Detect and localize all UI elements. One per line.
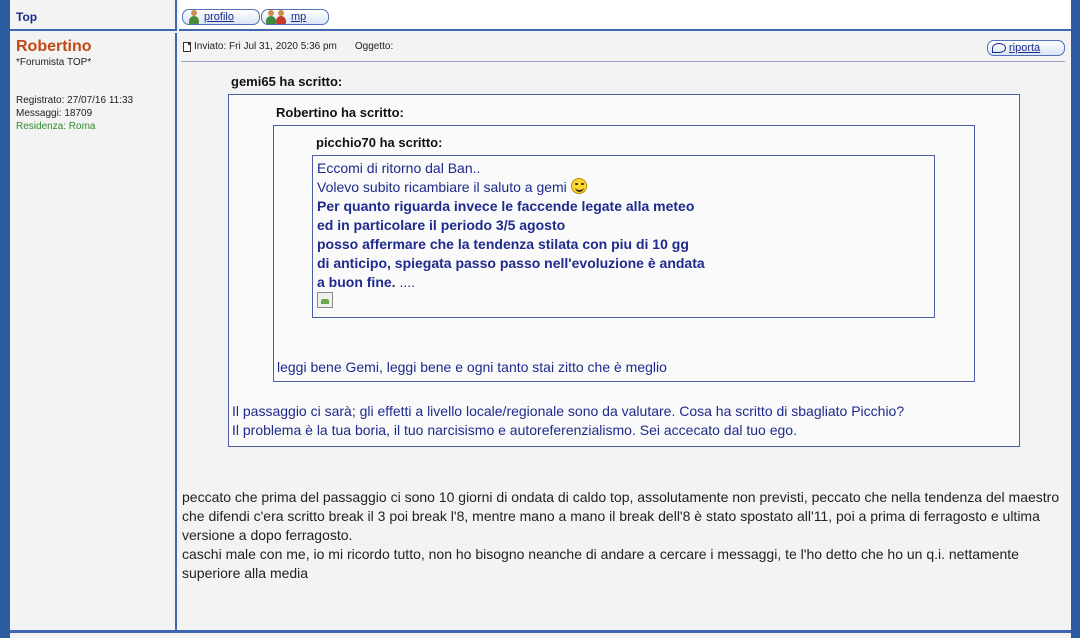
author-panel — [10, 33, 177, 630]
quote-title-picchio70: picchio70 ha scritto: — [316, 135, 443, 150]
user-icon — [187, 10, 201, 24]
quote-line: ed in particolare il periodo 3/5 agosto — [317, 217, 566, 233]
quote-line: di anticipo, spiegata passo passo nell'evoluzione è andata — [317, 255, 705, 271]
speech-icon — [992, 43, 1006, 53]
quote-line: Eccomi di ritorno dal Ban.. — [317, 160, 481, 176]
quote-box-gemi65 — [228, 94, 1020, 447]
broken-image-icon[interactable] — [317, 292, 333, 308]
post-sent-time: Inviato: Fri Jul 31, 2020 5:36 pm — [194, 41, 337, 52]
quote-text-picchio70 — [317, 159, 927, 313]
post-body-cell — [179, 33, 1071, 630]
quote-reply-robertino: leggi bene Gemi, leggi bene e ogni tanto stai zitto che è meglio — [277, 359, 667, 375]
quote-line: Per quanto riguarda invece le faccende legate alla meteo — [317, 198, 695, 214]
quote-title-robertino: Robertino ha scritto: — [276, 105, 404, 120]
quote-line: posso affermare che la tendenza stilata con piu di 10 gg — [317, 236, 689, 252]
report-button[interactable] — [987, 40, 1065, 56]
quote-line: a buon fine. .... — [317, 274, 416, 290]
profile-button[interactable] — [182, 9, 260, 25]
post-paragraph: caschi male con me, io mi ricordo tutto, non ho bisogno neanche di andare a cercare i messaggi, te l'ho detto che ho un q.i. nettamente superiore alla media — [182, 546, 1019, 581]
wink-smiley-icon — [571, 178, 587, 194]
pm-button[interactable] — [261, 9, 329, 25]
post-separator — [181, 61, 1065, 62]
author-registered: Registrato: 27/07/16 11:33 — [16, 95, 134, 106]
author-messages: Messaggi: 18709 — [16, 108, 93, 119]
table-bottom-border — [10, 630, 1071, 633]
pm-button-label: mp — [291, 11, 307, 23]
author-rank: *Forumista TOP* — [16, 57, 92, 68]
post-body-text — [182, 488, 1066, 583]
quote-title-gemi65: gemi65 ha scritto: — [231, 74, 343, 89]
quote-box-picchio70 — [312, 155, 935, 318]
top-link[interactable]: Top — [16, 10, 38, 24]
profile-button-label: profilo — [204, 11, 234, 23]
quote-line: Volevo subito ricambiare il saluto a gemi — [317, 178, 927, 197]
post-header — [183, 41, 393, 52]
users-icon — [266, 10, 288, 24]
profile-buttons-cell — [179, 0, 1071, 31]
document-icon[interactable] — [183, 42, 191, 52]
report-button-label: riporta — [1009, 42, 1041, 54]
quote-reply-gemi65: Il passaggio ci sarà; gli effetti a livello locale/regionale sono da valutare. Cosa ha scritto di sbagliato Picchio? Il problema è la tua boria, il tuo narcisismo e autoreferenzialismo. Sei accecato dal tuo ego. — [232, 403, 905, 438]
quote-line — [317, 292, 927, 313]
post-table — [10, 0, 1071, 638]
post-paragraph: peccato che prima del passaggio ci sono 10 giorni di ondata di caldo top, assolutamente non previsti, peccato che nella tendenza del maestro che difendi c'era scritto break il 3 poi break l'8, mentre mano a mano il break dell'8 è stato spostato all'11, poi a prima di ferragosto e ultima versione a dopo ferragosto. — [182, 489, 1060, 543]
post-subject: Oggetto: — [354, 41, 394, 52]
top-cell — [10, 0, 177, 31]
quote-box-robertino — [273, 125, 975, 382]
author-name[interactable]: Robertino — [16, 38, 92, 55]
author-residence: Residenza: Roma — [16, 121, 96, 132]
